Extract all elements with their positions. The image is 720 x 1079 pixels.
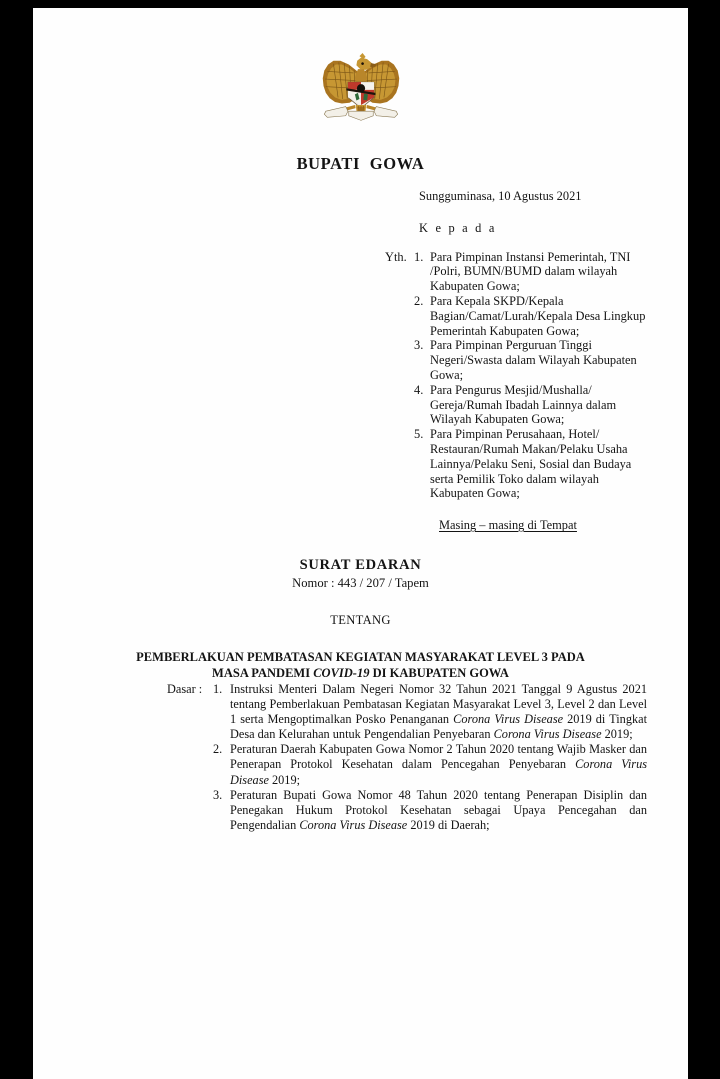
recipients-section <box>385 250 655 502</box>
recipient-number: 4. <box>414 382 424 397</box>
letterhead <box>33 8 688 174</box>
document-subject <box>33 649 688 681</box>
subject-part-two: DI KABUPATEN GOWA <box>369 666 509 680</box>
recipient-text: Para Kepala SKPD/Kepala Bagian/Camat/Lurah/Kepala Desa Lingkup Pemerintah Kabupaten Gowa; <box>430 293 646 338</box>
recipient-number: 2. <box>414 293 424 308</box>
list-item <box>414 338 655 382</box>
dasar-number: 1. <box>213 682 223 696</box>
list-item <box>414 383 655 427</box>
dasar-list <box>213 682 647 833</box>
letterbox-right <box>688 0 720 1079</box>
recipient-text: Para Pimpinan Perusahaan, Hotel/ Restauran/Rumah Makan/Pelaku Usaha Lainnya/Pelaku Seni, Sosial dan Budaya serta Pemilik Toko dalam wilayah Kabupaten Gowa; <box>430 427 632 501</box>
dasar-label: Dasar : <box>167 682 203 696</box>
tempat-line: Masing – masing di Tempat <box>439 518 577 533</box>
list-item <box>213 788 647 833</box>
list-item <box>213 742 647 787</box>
recipient-text: Para Pengurus Mesjid/Mushalla/ Gereja/Rumah Ibadah Lainnya dalam Wilayah Kabupaten Gowa; <box>430 382 617 427</box>
list-item <box>213 682 647 742</box>
dasar-number: 2. <box>213 742 223 757</box>
subject-covid-term: COVID-19 <box>313 666 370 680</box>
list-item <box>414 427 655 501</box>
dasar-text: Peraturan Bupati Gowa Nomor 48 Tahun 2020 tentang Penerapan Disiplin dan Penegakan Hukum Protokol Kesehatan sebagai Upaya Pencegahan dan Pengendalian Corona Virus Disease 2019 di Daerah; <box>230 787 647 832</box>
yth-label: Yth. <box>385 249 407 264</box>
recipient-list <box>414 250 655 502</box>
tentang-label: TENTANG <box>330 613 391 627</box>
recipient-text: Para Pimpinan Instansi Pemerintah, TNI /Polri, BUMN/BUMD dalam wilayah Kabupaten Gowa; <box>430 249 631 294</box>
recipient-text: Para Pimpinan Perguruan Tinggi Negeri/Swasta dalam Wilayah Kabupaten Gowa; <box>430 338 637 382</box>
document-page <box>33 8 688 1079</box>
dasar-number: 3. <box>213 787 223 802</box>
title-block <box>33 557 688 681</box>
page-title: BUPATI GOWA <box>296 154 425 173</box>
dasar-section <box>167 682 647 833</box>
dasar-text: Peraturan Daerah Kabupaten Gowa Nomor 2 Tahun 2020 tentang Wajib Masker dan Penerapan Protokol Kesehatan dalam Pencegahan Penyebaran Corona Virus Disease 2019; <box>230 742 648 787</box>
document-number: Nomor : 443 / 207 / Tapem <box>292 576 429 590</box>
recipient-number: 3. <box>414 338 424 353</box>
letterbox-left <box>0 0 33 1079</box>
address-block <box>385 189 655 533</box>
document-type: SURAT EDARAN <box>299 557 422 573</box>
garuda-pancasila-emblem <box>315 50 407 128</box>
list-item <box>414 250 655 294</box>
recipient-number: 1. <box>414 249 424 264</box>
recipient-number: 5. <box>414 427 424 442</box>
date-line: Sungguminasa, 10 Agustus 2021 <box>419 189 582 203</box>
subject-part-one: PEMBERLAKUAN PEMBATASAN KEGIATAN MASYARAKAT LEVEL 3 PADA MASA PANDEMI <box>136 650 585 680</box>
list-item <box>414 294 655 338</box>
dasar-text: Instruksi Menteri Dalam Negeri Nomor 32 Tahun 2021 Tanggal 9 Agustus 2021 tentang Pemberlakuan Pembatasan Kegiatan Masyarakat Level 3, Level 2 dan Level 1 serta Mengoptimalkan Posko Penanganan Corona Virus Disease 2019 di Tingkat Desa dan Kelurahan untuk Pengendalian Penyebaran Corona Virus Disease 2019; <box>230 682 647 742</box>
letterbox-top <box>0 0 720 8</box>
kepada-label: K e p a d a <box>419 220 497 235</box>
